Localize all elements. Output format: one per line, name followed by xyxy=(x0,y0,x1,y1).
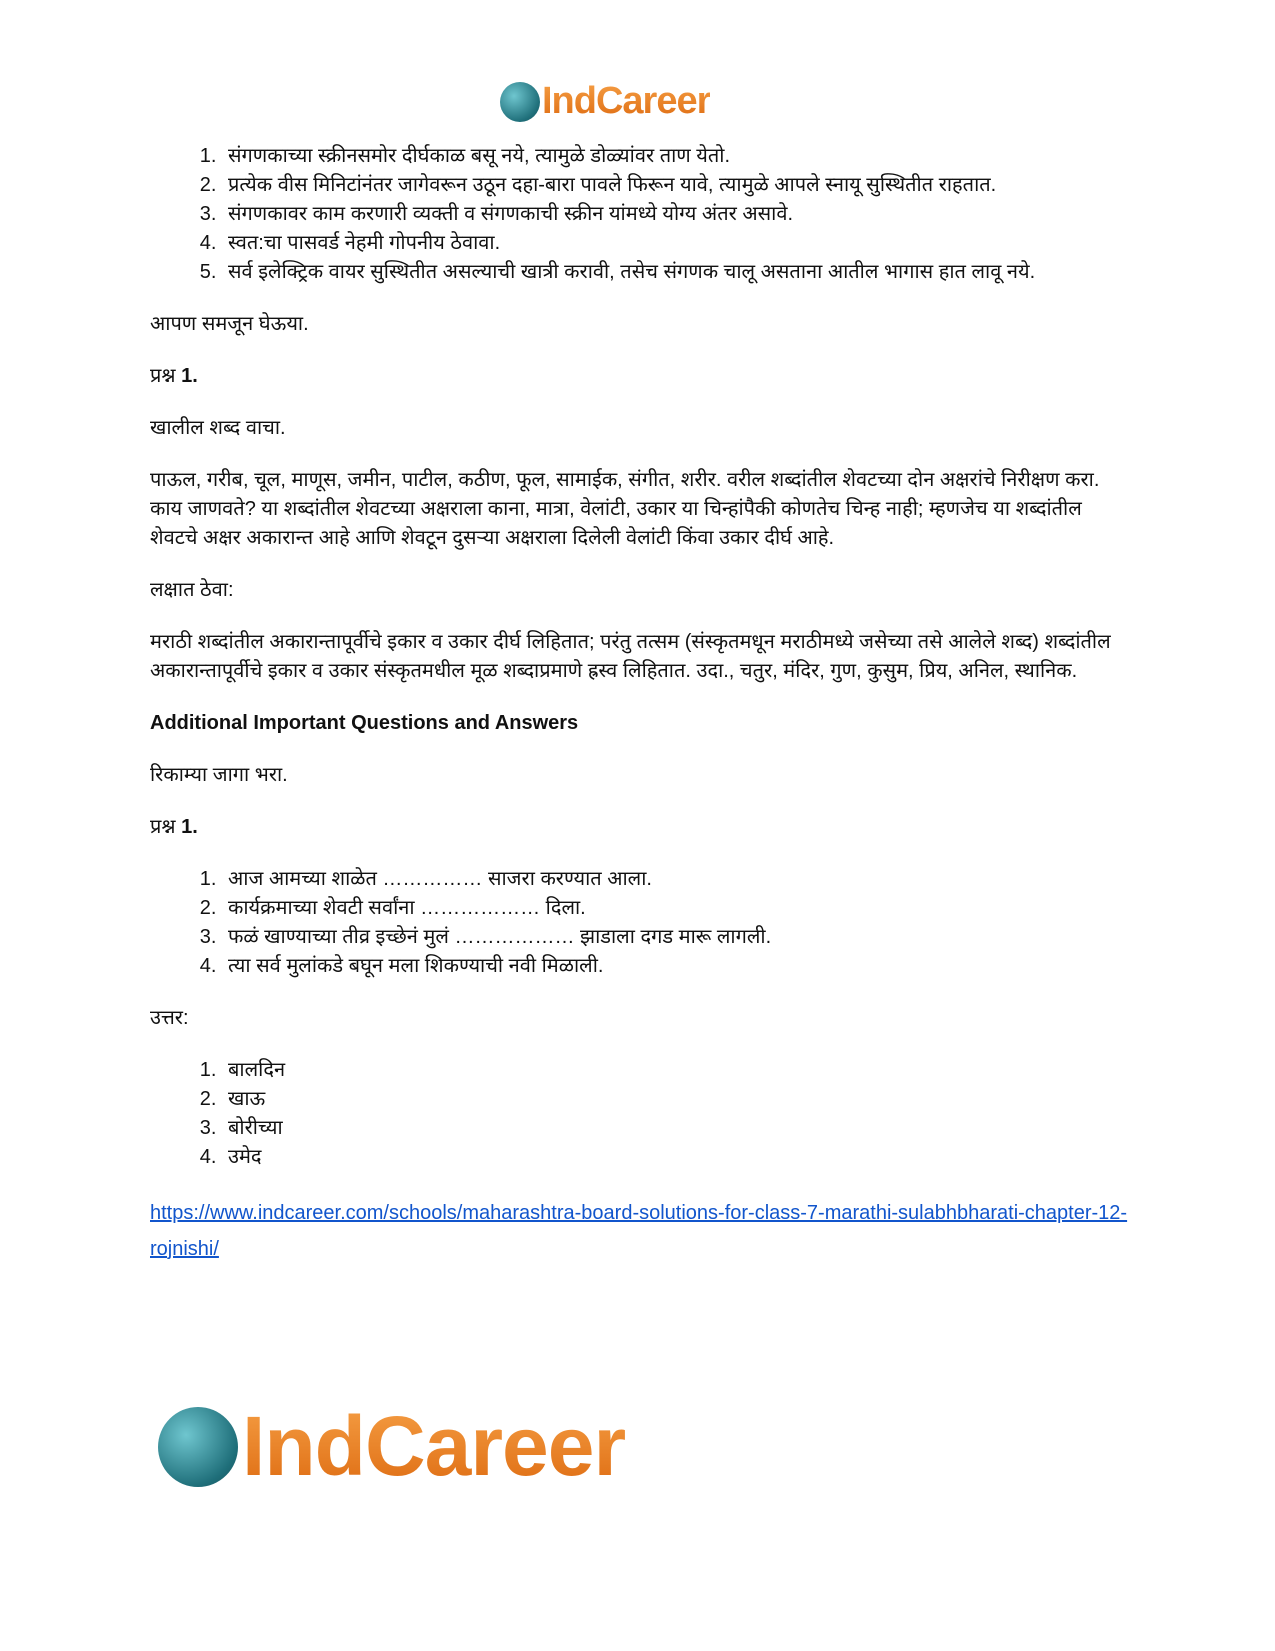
logo-text: IndCareer xyxy=(242,1399,626,1493)
additional-heading: Additional Important Questions and Answers xyxy=(150,712,579,734)
logo-text: IndCareer xyxy=(542,80,711,122)
question-word: प्रश्न xyxy=(150,816,176,838)
list-item: 4. स्वत:चा पासवर्ड नेहमी गोपनीय ठेवावा. xyxy=(222,229,1130,258)
words-paragraph: पाऊल, गरीब, चूल, माणूस, जमीन, पाटील, कठीण, फूल, सामाईक, संगीत, शरीर. वरील शब्दांतील शेवटच्या दोन अक्षरांचे निरीक्षण करा. काय जाणवते? या शब्दांतील शेवटच्या अक्षराला काना, मात्रा, वेलांटी, उकार या चिन्हांपैकी कोणतेच चिन्ह नाही; म्हणजेच या शब्दांतील शेवटचे अक्षर अकारान्त आहे आणि शेवटून दुसऱ्या अक्षराला दिलेली वेलांटी किंवा उकार दीर्घ आहे. xyxy=(150,469,1100,549)
blank-list xyxy=(150,865,1130,981)
question-number: 1. xyxy=(181,816,198,838)
list-item: 1. संगणकाच्या स्क्रीनसमोर दीर्घकाळ बसू नये, त्यामुळे डोळ्यांवर ताण येतो. xyxy=(222,142,1130,171)
globe-icon xyxy=(158,1407,238,1487)
fill-blanks-heading: रिकाम्या जागा भरा. xyxy=(150,764,288,786)
question-label xyxy=(150,362,1130,391)
list-item: 2. प्रत्येक वीस मिनिटांनंतर जागेवरून उठून दहा-बारा पावले फिरून यावे, त्यामुळे आपले स्नायू सुस्थितीत राहतात. xyxy=(222,171,1130,200)
list-item: 3. संगणकावर काम करणारी व्यक्ती व संगणकाची स्क्रीन यांमध्ये योग्य अंतर असावे. xyxy=(222,200,1130,229)
indcareer-logo-top xyxy=(500,80,710,123)
list-item: 2. खाऊ xyxy=(222,1085,1130,1114)
source-link[interactable]: https://www.indcareer.com/schools/maharashtra-board-solutions-for-class-7-marathi-sulabhbharati-chapter-12-rojnishi/ xyxy=(150,1202,1128,1260)
answer-list xyxy=(150,1056,1130,1172)
list-item: 3. बोरीच्या xyxy=(222,1114,1130,1143)
list-item: 1. बालदिन xyxy=(222,1056,1130,1085)
list-item: 2. कार्यक्रमाच्या शेवटी सर्वांना ……………… दिला. xyxy=(222,894,1130,923)
indcareer-logo-bottom xyxy=(158,1398,625,1495)
read-words-instruction: खालील शब्द वाचा. xyxy=(150,417,286,439)
understand-heading: आपण समजून घेऊया. xyxy=(150,313,309,335)
document-body xyxy=(150,142,1130,1267)
remember-heading: लक्षात ठेवा: xyxy=(150,579,234,601)
safety-list xyxy=(150,142,1130,287)
list-item: 4. उमेद xyxy=(222,1143,1130,1172)
list-item: 3. फळं खाण्याच्या तीव्र इच्छेनं मुलं ……………… झाडाला दगड मारू लागली. xyxy=(222,923,1130,952)
question-word: प्रश्न xyxy=(150,365,176,387)
list-item: 4. त्या सर्व मुलांकडे बघून मला शिकण्याची नवी मिळाली. xyxy=(222,952,1130,981)
question-label xyxy=(150,813,1130,842)
globe-icon xyxy=(500,82,540,122)
list-item: 1. आज आमच्या शाळेत …………… साजरा करण्यात आला. xyxy=(222,865,1130,894)
answer-heading: उत्तर: xyxy=(150,1007,189,1029)
remember-paragraph: मराठी शब्दांतील अकारान्तापूर्वीचे इकार व उकार दीर्घ लिहितात; परंतु तत्सम (संस्कृतमधून मराठीमध्ये जसेच्या तसे आलेले शब्द) शब्दांतील अकारान्तापूर्वीचे इकार व उकार संस्कृतमधील मूळ शब्दाप्रमाणे ह्रस्व लिहितात. उदा., चतुर, मंदिर, गुण, कुसुम, प्रिय, अनिल, स्थानिक. xyxy=(150,631,1111,682)
list-item: 5. सर्व इलेक्ट्रिक वायर सुस्थितीत असल्याची खात्री करावी, तसेच संगणक चालू असताना आतील भागास हात लावू नये. xyxy=(222,258,1130,287)
question-number: 1. xyxy=(181,365,198,387)
